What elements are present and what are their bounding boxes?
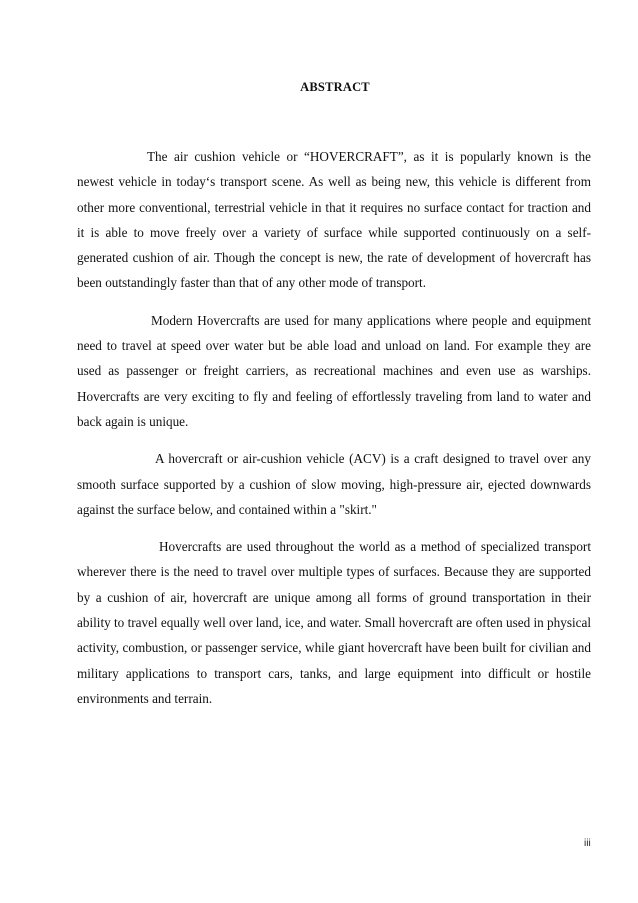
- paragraph-4: [77, 534, 591, 711]
- paragraph-3: [77, 446, 591, 522]
- paragraph-2: [77, 308, 591, 434]
- abstract-body: [77, 144, 591, 723]
- paragraph-4-text: Hovercrafts are used throughout the world as a method of specialized transport wherever there is the need to travel over multiple types of surfaces. Because they are supported by a cushion of air, hovercraft are unique among all forms of ground transportation in their ability to travel equally well over land, ice, and water. Small hovercraft are often used in physical activity, combustion, or passenger service, while giant hovercraft have been built for civilian and military applications to transport cars, tanks, and large equipment into difficult or hostile environments and terrain.: [77, 539, 591, 706]
- paragraph-2-text: Modern Hovercrafts are used for many applications where people and equipment need to travel at speed over water but be able load and unload on land. For example they are used as passenger or freight carriers, as recreational machines and even use as warships. Hovercrafts are very exciting to fly and feeling of effortlessly traveling from land to water and back again is unique.: [77, 312, 591, 429]
- paragraph-1-text: The air cushion vehicle or “HOVERCRAFT”, as it is popularly known is the newest vehicle in today‘s transport scene. As well as being new, this vehicle is different from other more conventional, terrestrial vehicle in that it requires no surface contact for traction and it is able to move freely over a variety of surface while supported continuously on a self-generated cushion of air. Though the concept is new, the rate of development of hovercraft has been outstandingly faster than that of any other mode of transport.: [77, 149, 591, 291]
- paragraph-1: [77, 144, 591, 296]
- page-title: ABSTRACT: [300, 80, 370, 94]
- page-number: iii: [584, 838, 591, 849]
- paragraph-3-text: A hovercraft or air-cushion vehicle (ACV) is a craft designed to travel over any smooth surface supported by a cushion of slow moving, high-pressure air, ejected downwards against the surface below, and contained within a "skirt.": [77, 451, 591, 517]
